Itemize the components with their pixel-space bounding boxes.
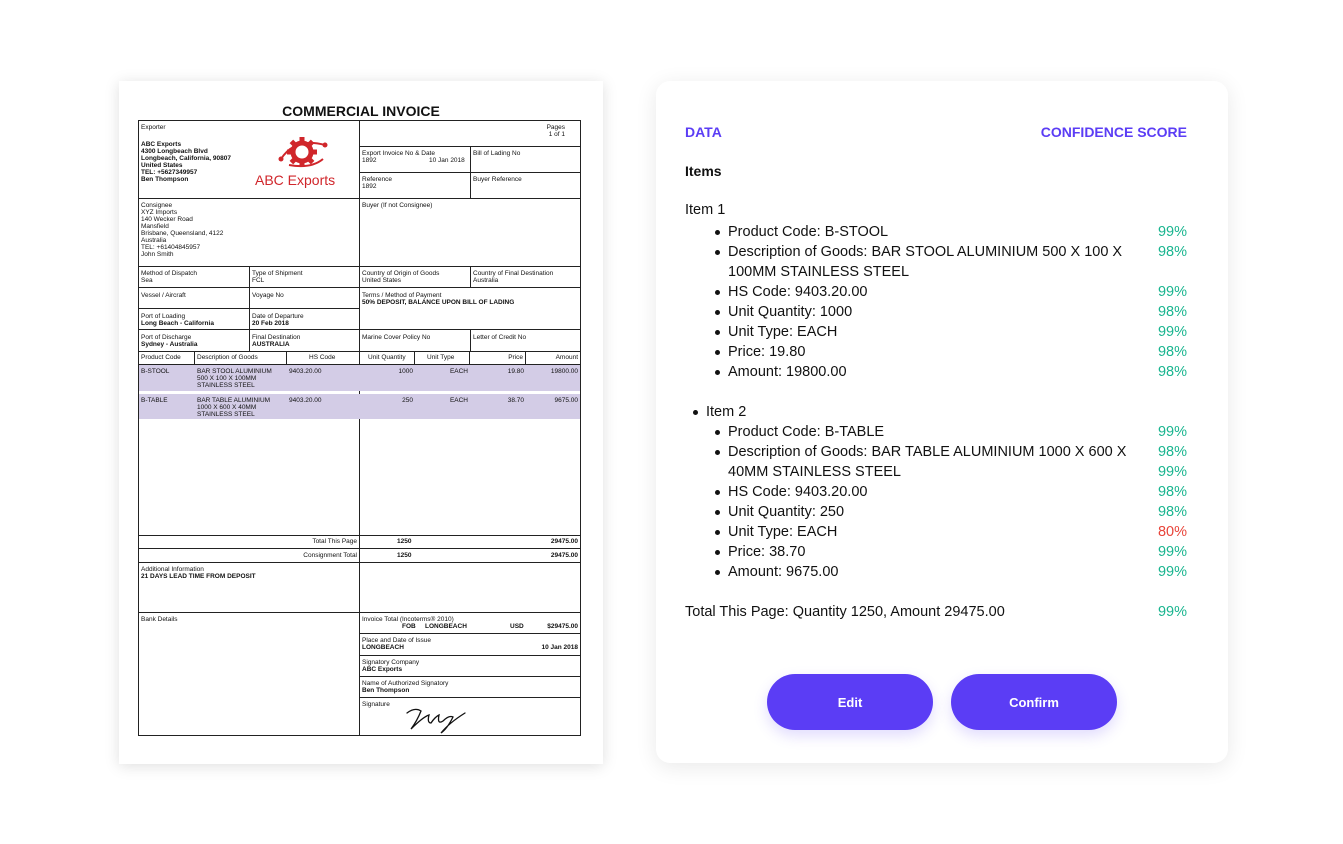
confidence-score: 99% bbox=[1157, 284, 1187, 300]
signature-image bbox=[401, 703, 471, 737]
bullet bbox=[693, 410, 698, 415]
consignee-line: TEL: +61404845957 bbox=[141, 244, 201, 251]
row-amount: 9675.00 bbox=[554, 397, 578, 404]
terms-value: 50% DEPOSIT, BALANCE UPON BILL OF LADING bbox=[362, 299, 515, 306]
bank-details-label: Bank Details bbox=[141, 616, 178, 623]
divider bbox=[286, 351, 287, 364]
row-price: 38.70 bbox=[507, 397, 524, 404]
bullet bbox=[715, 490, 720, 495]
row-hs: 9403.20.00 bbox=[289, 397, 322, 404]
exporter-line: Longbeach, California, 90807 bbox=[141, 155, 231, 162]
confidence-score: 99% bbox=[1157, 544, 1187, 560]
list-item: Unit Quantity: 250 bbox=[728, 502, 1188, 522]
confidence-score: 98% bbox=[1157, 344, 1187, 360]
place-value: LONGBEACH bbox=[362, 644, 404, 651]
list-item: Unit Type: EACH bbox=[728, 522, 1188, 542]
total-summary: Total This Page: Quantity 1250, Amount 29475.00 bbox=[685, 604, 1005, 620]
bullet bbox=[715, 370, 720, 375]
consignee-line: John Smith bbox=[141, 251, 174, 258]
total-page-amount: 29475.00 bbox=[550, 538, 578, 545]
bullet bbox=[715, 290, 720, 295]
consignment-total-amount: 29475.00 bbox=[550, 552, 578, 559]
row-desc: 1000 X 600 X 40MM bbox=[197, 404, 257, 411]
col-header: Unit Type bbox=[427, 354, 455, 361]
list-item: Amount: 9675.00 bbox=[728, 562, 1188, 582]
row-qty: 1000 bbox=[398, 368, 413, 375]
exporter-label: Exporter bbox=[141, 124, 166, 131]
divider bbox=[470, 329, 471, 351]
authorized-label: Name of Authorized Signatory bbox=[362, 680, 449, 687]
divider bbox=[139, 535, 580, 536]
type-shipment-label: Type of Shipment bbox=[252, 270, 303, 277]
row-desc: STAINLESS STEEL bbox=[197, 382, 255, 389]
divider bbox=[139, 548, 580, 549]
divider bbox=[470, 266, 471, 287]
confidence-score: 99% bbox=[1157, 464, 1187, 480]
signature-label: Signature bbox=[362, 701, 390, 708]
list-item: Description of Goods: BAR STOOL ALUMINIUM 500 X 100 X 100MM STAINLESS STEEL bbox=[728, 242, 1148, 282]
list-item: Product Code: B-STOOL bbox=[728, 222, 1188, 242]
divider bbox=[414, 351, 415, 364]
port-discharge-value: Sydney - Australia bbox=[141, 341, 198, 348]
additional-info-label: Additional Information bbox=[141, 566, 204, 573]
bullet bbox=[715, 310, 720, 315]
confidence-score: 98% bbox=[1157, 244, 1187, 260]
pages-value: 1 of 1 bbox=[548, 131, 565, 138]
buyer-label: Buyer (If not Consignee) bbox=[362, 202, 433, 209]
final-dest-label: Final Destination bbox=[252, 334, 301, 341]
col-header: Amount bbox=[555, 354, 578, 361]
date-departure-label: Date of Departure bbox=[252, 313, 304, 320]
divider bbox=[359, 676, 580, 677]
row-hs: 9403.20.00 bbox=[289, 368, 322, 375]
col-header: Price bbox=[508, 354, 523, 361]
country-origin-label: Country of Origin of Goods bbox=[362, 270, 440, 277]
col-header: Product Code bbox=[141, 354, 181, 361]
invoice-title: COMMERCIAL INVOICE bbox=[282, 103, 440, 119]
confidence-score-low: 80% bbox=[1157, 524, 1187, 540]
confidence-header: CONFIDENCE SCORE bbox=[1040, 124, 1187, 140]
row-code: B-TABLE bbox=[141, 397, 168, 404]
col-header: Unit Quantity bbox=[368, 354, 406, 361]
bullet bbox=[715, 530, 720, 535]
confidence-score: 99% bbox=[1157, 604, 1187, 620]
confidence-score: 99% bbox=[1157, 224, 1187, 240]
total-page-qty: 1250 bbox=[397, 538, 412, 545]
invoice-total-label: Invoice Total (Incoterms® 2010) bbox=[362, 616, 454, 623]
exporter-line: ABC Exports bbox=[141, 141, 182, 148]
consignee-line: Brisbane, Queensland, 4122 bbox=[141, 230, 224, 237]
row-amount: 19800.00 bbox=[550, 368, 578, 375]
divider bbox=[194, 351, 195, 364]
divider bbox=[139, 351, 580, 352]
consignee-line: 140 Wecker Road bbox=[141, 216, 193, 223]
bullet bbox=[715, 330, 720, 335]
list-item: Unit Quantity: 1000 bbox=[728, 302, 1188, 322]
invoice-form bbox=[138, 120, 581, 736]
total-page-label: Total This Page bbox=[312, 538, 357, 545]
consignee-label: Consignee bbox=[141, 202, 173, 209]
divider bbox=[359, 121, 360, 592]
row-desc: 500 X 100 X 100MM bbox=[197, 375, 257, 382]
consignment-total-qty: 1250 bbox=[397, 552, 412, 559]
bullet bbox=[715, 550, 720, 555]
place-date-label: Place and Date of Issue bbox=[362, 637, 432, 644]
invoice-total-terms: FOB bbox=[402, 623, 416, 630]
method-dispatch-label: Method of Dispatch bbox=[141, 270, 198, 277]
list-item: Price: 38.70 bbox=[728, 542, 1188, 562]
export-invoice-date: 10 Jan 2018 bbox=[429, 157, 465, 164]
method-dispatch-value: Sea bbox=[141, 277, 153, 284]
row-desc: BAR STOOL ALUMINIUM bbox=[197, 368, 272, 375]
list-item: Unit Type: EACH bbox=[728, 322, 1188, 342]
divider bbox=[359, 697, 580, 698]
export-invoice-label: Export Invoice No & Date bbox=[362, 150, 435, 157]
bullet bbox=[715, 570, 720, 575]
logo-text: ABC Exports bbox=[255, 172, 336, 188]
divider bbox=[359, 655, 580, 656]
divider bbox=[139, 287, 580, 288]
invoice-document bbox=[119, 81, 603, 764]
reference-label: Reference bbox=[362, 176, 392, 183]
divider bbox=[359, 172, 580, 173]
bill-of-lading-label: Bill of Lading No bbox=[473, 150, 521, 157]
divider bbox=[139, 266, 580, 267]
confidence-score: 99% bbox=[1157, 324, 1187, 340]
date-departure-value: 20 Feb 2018 bbox=[252, 320, 289, 327]
exporter-line: United States bbox=[141, 162, 183, 169]
confidence-score: 98% bbox=[1157, 504, 1187, 520]
confidence-score: 98% bbox=[1157, 444, 1187, 460]
final-dest-value: AUSTRALIA bbox=[252, 341, 290, 348]
divider bbox=[139, 308, 359, 309]
bullet bbox=[715, 430, 720, 435]
invoice-total-value: $29475.00 bbox=[547, 623, 578, 630]
export-invoice-no: 1892 bbox=[362, 157, 377, 164]
row-desc: BAR TABLE ALUMINIUM bbox=[197, 397, 271, 404]
data-header: DATA bbox=[685, 124, 722, 140]
list-item: Product Code: B-TABLE bbox=[728, 422, 1188, 442]
signatory-company-label: Signatory Company bbox=[362, 659, 420, 666]
type-shipment-value: FCL bbox=[252, 277, 265, 284]
row-code: B-STOOL bbox=[141, 368, 170, 375]
divider bbox=[359, 633, 580, 634]
row-type: EACH bbox=[449, 368, 468, 375]
port-discharge-label: Port of Discharge bbox=[141, 334, 192, 341]
row-type: EACH bbox=[449, 397, 468, 404]
vessel-label: Vessel / Aircraft bbox=[141, 292, 186, 299]
signatory-company-value: ABC Exports bbox=[362, 666, 403, 673]
items-title: Items bbox=[685, 163, 722, 179]
divider bbox=[525, 351, 526, 364]
confidence-score: 98% bbox=[1157, 304, 1187, 320]
divider bbox=[139, 198, 580, 199]
bullet bbox=[715, 230, 720, 235]
bullet bbox=[715, 510, 720, 515]
col-header: Description of Goods bbox=[197, 354, 258, 361]
port-loading-value: Long Beach - California bbox=[141, 320, 214, 327]
pages-label: Pages bbox=[546, 124, 565, 131]
confirm-button[interactable]: Confirm bbox=[951, 674, 1117, 730]
exporter-line: TEL: +5627349957 bbox=[141, 169, 198, 176]
invoice-total-currency: USD bbox=[510, 623, 524, 630]
divider bbox=[359, 562, 360, 735]
consignee-line: Mansfield bbox=[141, 223, 169, 230]
exporter-line: Ben Thompson bbox=[141, 176, 189, 183]
port-loading-label: Port of Loading bbox=[141, 313, 186, 320]
letter-credit-label: Letter of Credit No bbox=[473, 334, 527, 341]
country-dest-value: Australia bbox=[473, 277, 499, 284]
consignee-line: Australia bbox=[141, 237, 167, 244]
country-origin-value: United States bbox=[362, 277, 402, 284]
list-item: Description of Goods: BAR TABLE ALUMINIUM 1000 X 600 X 40MM STAINLESS STEEL bbox=[728, 442, 1148, 482]
extraction-panel bbox=[656, 81, 1228, 763]
list-item: Amount: 19800.00 bbox=[728, 362, 1188, 382]
marine-cover-label: Marine Cover Policy No bbox=[362, 334, 431, 341]
bullet bbox=[715, 350, 720, 355]
exporter-line: 4300 Longbeach Blvd bbox=[141, 148, 208, 155]
item2-label: Item 2 bbox=[706, 402, 1166, 422]
reference-value: 1892 bbox=[362, 183, 377, 190]
country-dest-label: Country of Final Destination bbox=[473, 270, 554, 277]
invoice-total-place: LONGBEACH bbox=[425, 623, 467, 630]
list-item: HS Code: 9403.20.00 bbox=[728, 482, 1188, 502]
consignee-line: XYZ Imports bbox=[141, 209, 178, 216]
date-value: 10 Jan 2018 bbox=[541, 644, 578, 651]
row-qty: 250 bbox=[402, 397, 413, 404]
confidence-score: 99% bbox=[1157, 424, 1187, 440]
terms-label: Terms / Method of Payment bbox=[362, 292, 442, 299]
buyer-reference-label: Buyer Reference bbox=[473, 176, 522, 183]
confidence-score: 99% bbox=[1157, 564, 1187, 580]
authorized-value: Ben Thompson bbox=[362, 687, 410, 694]
divider bbox=[469, 351, 470, 364]
confidence-score: 98% bbox=[1157, 364, 1187, 380]
row-desc: STAINLESS STEEL bbox=[197, 411, 255, 418]
additional-info-value: 21 DAYS LEAD TIME FROM DEPOSIT bbox=[141, 573, 256, 580]
list-item: HS Code: 9403.20.00 bbox=[728, 282, 1188, 302]
bullet bbox=[715, 450, 720, 455]
divider bbox=[139, 329, 580, 330]
item1-label: Item 1 bbox=[685, 202, 726, 218]
col-header: HS Code bbox=[309, 354, 336, 361]
row-price: 19.80 bbox=[507, 368, 524, 375]
confidence-score: 98% bbox=[1157, 484, 1187, 500]
voyage-label: Voyage No bbox=[252, 292, 284, 299]
list-item: Price: 19.80 bbox=[728, 342, 1188, 362]
consignment-total-label: Consignment Total bbox=[303, 552, 357, 559]
edit-button[interactable]: Edit bbox=[767, 674, 933, 730]
bullet bbox=[715, 250, 720, 255]
